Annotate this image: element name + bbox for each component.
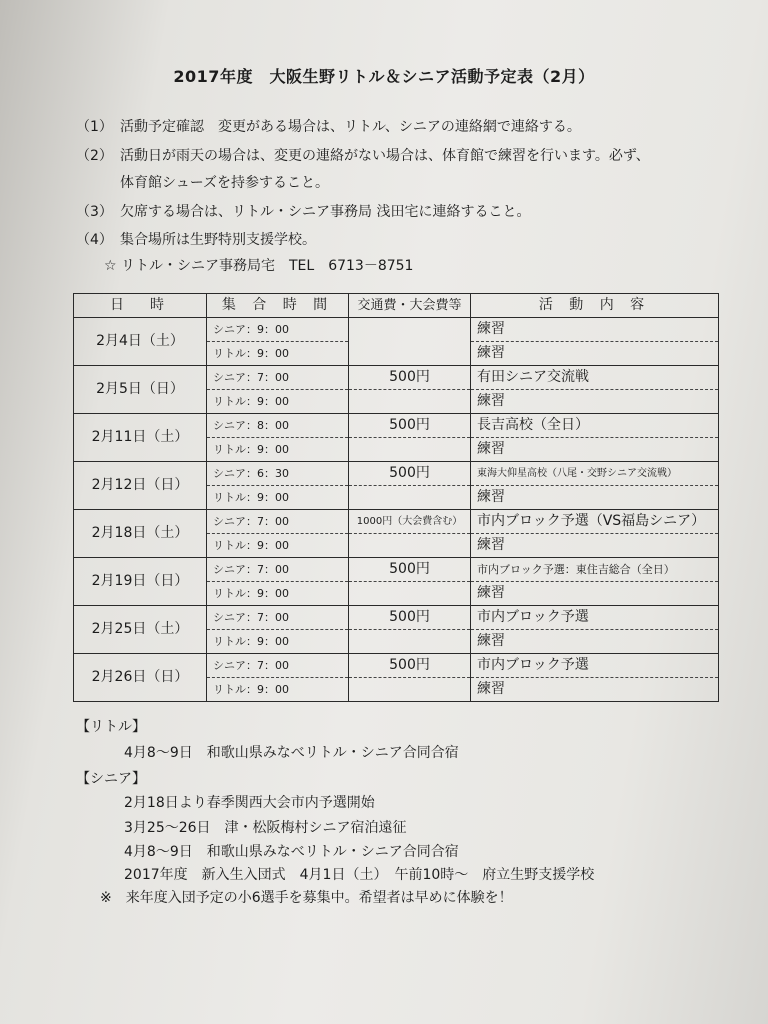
little-time-cell: リトル：9：00 (207, 438, 349, 462)
header-fee: 交通費・大会費等 (349, 294, 471, 318)
note-text: 活動予定確認 変更がある場合は、リトル、シニアの連絡網で連絡する。 (120, 119, 581, 135)
senior-heading: 【シニア】 (76, 771, 146, 787)
date-cell: 2月18日（土） (74, 510, 207, 558)
fee-cell: 500円 (349, 558, 471, 582)
note-number: （4） (76, 232, 113, 248)
senior-time-cell: シニア：6：30 (207, 462, 349, 486)
senior-time-cell: シニア：7：00 (207, 654, 349, 678)
fee-cell-empty (349, 486, 471, 510)
note-text: 集合場所は生野特別支援学校。 (120, 232, 316, 248)
senior-activity-cell: 市内ブロック予選：東住吉総合（全日） (471, 558, 719, 582)
fee-cell-empty (349, 582, 471, 606)
senior-activity-cell: 東海大仰星高校（八尾・交野シニア交流戦） (471, 462, 719, 486)
note-number: （3） (76, 204, 113, 220)
senior-activity-cell: 市内ブロック予選（VS福島シニア） (471, 510, 719, 534)
little-time-cell: リトル：9：00 (207, 534, 349, 558)
table-row (74, 606, 719, 630)
note-item (76, 172, 329, 192)
date-cell: 2月4日（土） (74, 318, 207, 366)
table-row (74, 318, 719, 342)
little-activity-cell: 練習 (471, 390, 719, 414)
contact-line: ☆ リトル・シニア事務局宅 TEL 6713－8751 (104, 258, 414, 274)
senior-item: 2017年度 新入生入団式 4月1日（土） 午前10時～ 府立生野支援学校 (124, 867, 595, 883)
date-cell: 2月25日（土） (74, 606, 207, 654)
fee-cell-empty (349, 438, 471, 462)
header-activity: 活 動 内 容 (471, 294, 719, 318)
little-time-cell: リトル：9：00 (207, 390, 349, 414)
fee-cell-empty (349, 534, 471, 558)
little-item: 4月8～9日 和歌山県みなべリトル・シニア合同合宿 (124, 745, 459, 761)
date-cell: 2月11日（土） (74, 414, 207, 462)
senior-time-cell: シニア：8：00 (207, 414, 349, 438)
note-text: 活動日が雨天の場合は、変更の連絡がない場合は、体育館で練習を行います。必ず、 (120, 148, 650, 164)
fee-cell: 500円 (349, 414, 471, 438)
senior-activity-cell: 有田シニア交流戦 (471, 366, 719, 390)
senior-time-cell: シニア：9：00 (207, 318, 349, 342)
note-item (76, 145, 650, 165)
note-item (76, 229, 316, 249)
little-time-cell: リトル：9：00 (207, 582, 349, 606)
fee-cell: 500円 (349, 462, 471, 486)
little-activity-cell: 練習 (471, 678, 719, 702)
senior-time-cell: シニア：7：00 (207, 510, 349, 534)
table-row (74, 654, 719, 678)
note-text: 欠席する場合は、リトル・シニア事務局 浅田宅に連絡すること。 (120, 204, 531, 220)
fee-cell-empty (349, 630, 471, 654)
fee-cell-empty (349, 390, 471, 414)
senior-time-cell: シニア：7：00 (207, 606, 349, 630)
little-activity-cell: 練習 (471, 438, 719, 462)
little-time-cell: リトル：9：00 (207, 678, 349, 702)
schedule-table (73, 293, 719, 702)
note-item (76, 201, 530, 221)
little-time-cell: リトル：9：00 (207, 486, 349, 510)
senior-activity-cell: 市内ブロック予選 (471, 654, 719, 678)
note-number: （2） (76, 148, 113, 164)
fee-cell (349, 318, 471, 366)
little-activity-cell: 練習 (471, 534, 719, 558)
little-activity-cell: 練習 (471, 486, 719, 510)
header-time: 集 合 時 間 (207, 294, 349, 318)
senior-time-cell: シニア：7：00 (207, 366, 349, 390)
date-cell: 2月26日（日） (74, 654, 207, 702)
little-time-cell: リトル：9：00 (207, 342, 349, 366)
little-activity-cell: 練習 (471, 630, 719, 654)
table-header-row (74, 294, 719, 318)
recruit-note: ※ 来年度入団予定の小6選手を募集中。希望者は早めに体験を！ (100, 890, 513, 906)
senior-item: 2月18日より春季関西大会市内予選開始 (124, 795, 375, 811)
date-cell: 2月19日（日） (74, 558, 207, 606)
note-number: （1） (76, 119, 113, 135)
senior-activity-cell: 市内ブロック予選 (471, 606, 719, 630)
date-cell: 2月5日（日） (74, 366, 207, 414)
senior-item: 4月8～9日 和歌山県みなべリトル・シニア合同合宿 (124, 844, 459, 860)
table-row (74, 558, 719, 582)
table-row (74, 366, 719, 390)
note-item (76, 116, 581, 136)
senior-activity-cell: 長吉高校（全日） (471, 414, 719, 438)
document-title: 2017年度 大阪生野リトル＆シニア活動予定表（2月） (173, 67, 595, 86)
date-cell: 2月12日（日） (74, 462, 207, 510)
fee-cell: 500円 (349, 366, 471, 390)
fee-cell: 500円 (349, 654, 471, 678)
senior-time-cell: シニア：7：00 (207, 558, 349, 582)
note-text: 体育館シューズを持参すること。 (120, 175, 330, 191)
table-row (74, 510, 719, 534)
table-row (74, 462, 719, 486)
senior-item: 3月25～26日 津・松阪梅村シニア宿泊遠征 (124, 820, 407, 836)
fee-cell: 1000円（大会費含む） (349, 510, 471, 534)
fee-cell: 500円 (349, 606, 471, 630)
header-date: 日 時 (74, 294, 207, 318)
little-heading: 【リトル】 (76, 719, 146, 735)
table-row (74, 414, 719, 438)
little-time-cell: リトル：9：00 (207, 630, 349, 654)
fee-cell-empty (349, 678, 471, 702)
senior-activity-cell: 練習 (471, 318, 719, 342)
little-activity-cell: 練習 (471, 582, 719, 606)
little-activity-cell: 練習 (471, 342, 719, 366)
